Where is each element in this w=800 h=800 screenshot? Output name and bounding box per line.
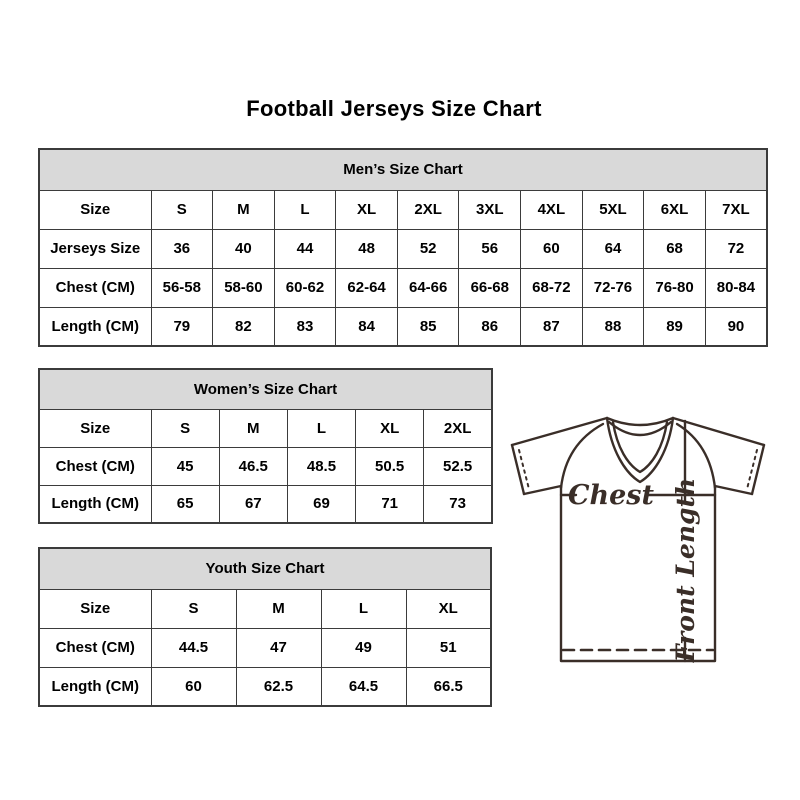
data-cell: 56-58 [151, 268, 213, 307]
data-cell: M [213, 190, 275, 229]
mens-size-table [38, 148, 768, 347]
youth-size-table [38, 547, 492, 707]
data-cell: 60 [521, 229, 583, 268]
row-label-cell: Chest (CM) [39, 268, 151, 307]
data-cell: 36 [151, 229, 213, 268]
table-row [39, 190, 767, 229]
data-cell: 82 [213, 307, 275, 346]
data-cell: 5XL [582, 190, 644, 229]
data-cell: 6XL [644, 190, 706, 229]
data-cell: 56 [459, 229, 521, 268]
row-label-cell: Chest (CM) [39, 628, 151, 667]
data-cell: 7XL [705, 190, 767, 229]
data-cell: L [287, 409, 355, 447]
row-label-cell: Jerseys Size [39, 229, 151, 268]
data-cell: 66-68 [459, 268, 521, 307]
data-cell: 52 [397, 229, 459, 268]
row-label-cell: Size [39, 190, 151, 229]
data-cell: 2XL [424, 409, 492, 447]
data-cell: 72 [705, 229, 767, 268]
data-cell: 45 [151, 447, 219, 485]
womens-table [38, 368, 493, 524]
data-cell: 44.5 [151, 628, 236, 667]
data-cell: 66.5 [406, 667, 491, 706]
row-label-cell: Chest (CM) [39, 447, 151, 485]
table-row [39, 268, 767, 307]
data-cell: 2XL [397, 190, 459, 229]
data-cell: 69 [287, 485, 355, 523]
data-cell: 73 [424, 485, 492, 523]
data-cell: 86 [459, 307, 521, 346]
data-cell: 48 [336, 229, 398, 268]
womens-size-table [38, 368, 493, 524]
row-label-cell: Size [39, 409, 151, 447]
chest-label: Chest [568, 480, 654, 511]
data-cell: 62-64 [336, 268, 398, 307]
table-row [39, 307, 767, 346]
table-row [39, 667, 491, 706]
row-label-cell: Length (CM) [39, 667, 151, 706]
data-cell: 88 [582, 307, 644, 346]
data-cell: 80-84 [705, 268, 767, 307]
data-cell: 49 [321, 628, 406, 667]
table-title: Women’s Size Chart [39, 369, 492, 409]
row-label-cell: Size [39, 589, 151, 628]
data-cell: 4XL [521, 190, 583, 229]
data-cell: 3XL [459, 190, 521, 229]
data-cell: 64 [582, 229, 644, 268]
data-cell: S [151, 409, 219, 447]
data-cell: 62.5 [236, 667, 321, 706]
table-row [39, 409, 492, 447]
data-cell: 51 [406, 628, 491, 667]
data-cell: XL [356, 409, 424, 447]
table-title: Men’s Size Chart [39, 149, 767, 190]
data-cell: 64-66 [397, 268, 459, 307]
mens-table [38, 148, 768, 347]
data-cell: 72-76 [582, 268, 644, 307]
front-length-label: Front Length [671, 477, 700, 663]
data-cell: 71 [356, 485, 424, 523]
data-cell: 67 [219, 485, 287, 523]
data-cell: 76-80 [644, 268, 706, 307]
row-label-cell: Length (CM) [39, 485, 151, 523]
data-cell: 52.5 [424, 447, 492, 485]
data-cell: M [219, 409, 287, 447]
data-cell: 48.5 [287, 447, 355, 485]
data-cell: 65 [151, 485, 219, 523]
data-cell: 85 [397, 307, 459, 346]
data-cell: 68 [644, 229, 706, 268]
data-cell: 68-72 [521, 268, 583, 307]
data-cell: 47 [236, 628, 321, 667]
data-cell: 90 [705, 307, 767, 346]
data-cell: S [151, 190, 213, 229]
data-cell: 87 [521, 307, 583, 346]
row-label-cell: Length (CM) [39, 307, 151, 346]
table-row [39, 628, 491, 667]
table-row [39, 229, 767, 268]
data-cell: 83 [274, 307, 336, 346]
data-cell: L [321, 589, 406, 628]
data-cell: M [236, 589, 321, 628]
table-row [39, 485, 492, 523]
youth-table [38, 547, 492, 707]
data-cell: 58-60 [213, 268, 275, 307]
data-cell: 60 [151, 667, 236, 706]
data-cell: 44 [274, 229, 336, 268]
table-row [39, 447, 492, 485]
data-cell: 46.5 [219, 447, 287, 485]
data-cell: 60-62 [274, 268, 336, 307]
data-cell: L [274, 190, 336, 229]
table-title: Youth Size Chart [39, 548, 491, 589]
data-cell: 40 [213, 229, 275, 268]
data-cell: 79 [151, 307, 213, 346]
jersey-outline [512, 418, 764, 661]
jersey-size-diagram [500, 398, 780, 698]
table-row [39, 589, 491, 628]
data-cell: 50.5 [356, 447, 424, 485]
data-cell: 89 [644, 307, 706, 346]
page-title: Football Jerseys Size Chart [246, 96, 542, 121]
data-cell: XL [406, 589, 491, 628]
data-cell: 84 [336, 307, 398, 346]
data-cell: XL [336, 190, 398, 229]
data-cell: S [151, 589, 236, 628]
data-cell: 64.5 [321, 667, 406, 706]
